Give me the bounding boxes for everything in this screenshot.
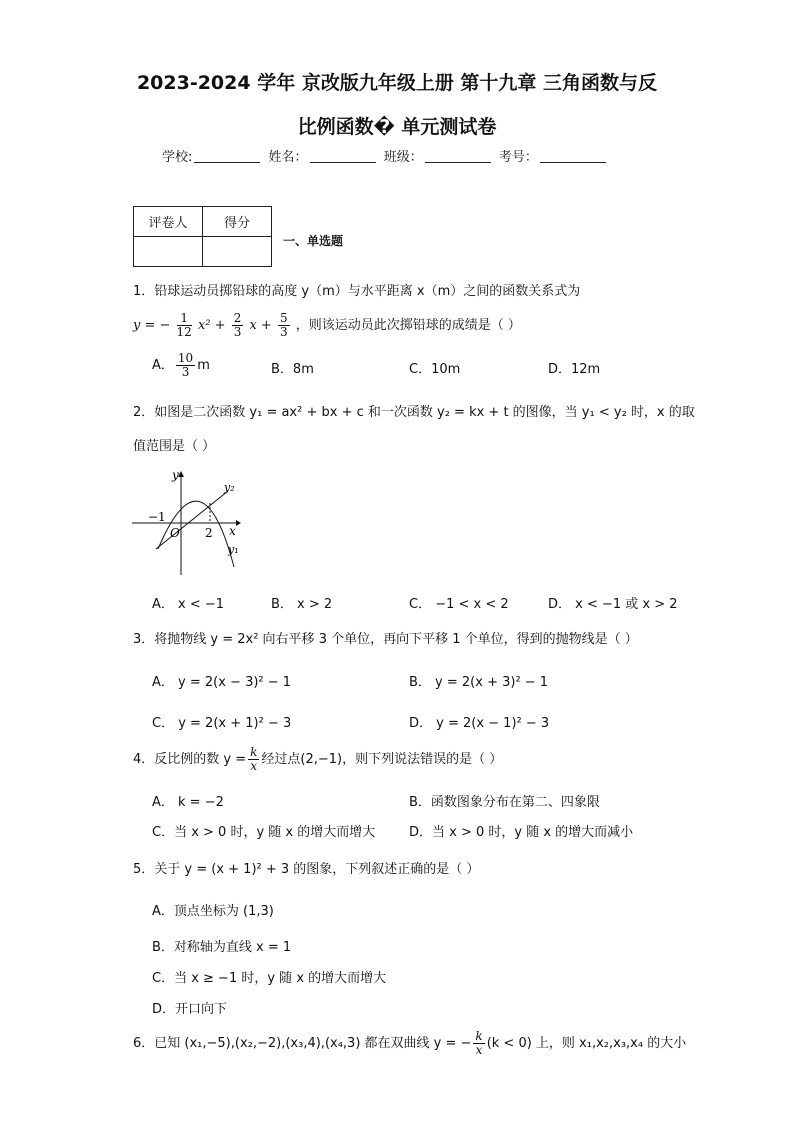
- name-blank[interactable]: [310, 150, 376, 163]
- number-blank[interactable]: [540, 150, 606, 163]
- y-axis-label: y: [172, 468, 179, 482]
- q4-option-a[interactable]: A． k = −2: [152, 795, 224, 810]
- class-label: 班级：: [383, 150, 423, 165]
- q4-option-b[interactable]: B．函数图象分布在第二、四象限: [409, 795, 600, 810]
- q3-option-c[interactable]: C． y = 2(x + 1)² − 3: [152, 716, 292, 731]
- x-axis-label: x: [229, 524, 236, 538]
- student-info: [162, 146, 610, 165]
- q5-option-a[interactable]: A．顶点坐标为 (1,3): [152, 904, 274, 919]
- question-2-stem: 2．如图是二次函数 y₁ = ax² + bx + c 和一次函数 y₂ = kx + t 的图像，当 y₁ < y₂ 时，x 的取: [133, 405, 695, 420]
- x-axis-arrow: [236, 520, 241, 526]
- score-table: [133, 206, 272, 267]
- q2-option-c[interactable]: C． −1 < x < 2: [409, 597, 509, 612]
- q1-option-a[interactable]: A． $\frac{10}{3}$ m: [152, 351, 210, 379]
- q1-option-b[interactable]: B．8m: [271, 362, 314, 377]
- question-6-stem: 6．已知 (x₁,−5),(x₂,−2),(x₃,4),(x₄,3) 都在双曲线 y = − $\frac{k}{x}$ (k < 0) 上，则 x₁,x₂,x₃,x₄ 的大小: [133, 1029, 687, 1057]
- question-4-stem: 4．反比例的数 y = $\frac{k}{x}$ 经过点(2,−1)，则下列说法错误的是（ ）: [133, 745, 503, 773]
- name-label: 姓名：: [268, 150, 308, 165]
- origin-label: O: [170, 526, 180, 540]
- q5-option-d[interactable]: D．开口向下: [152, 1002, 228, 1017]
- q1-option-d[interactable]: D．12m: [548, 362, 601, 377]
- q2-option-a[interactable]: A． x < −1: [152, 597, 225, 612]
- section-heading: 一、单选题: [283, 234, 344, 248]
- fraction: $\frac{1}{12}$: [176, 311, 192, 339]
- neg-one-label: −1: [148, 510, 166, 524]
- score-header: 得分: [203, 207, 272, 237]
- q3-option-a[interactable]: A． y = 2(x − 3)² − 1: [152, 675, 292, 690]
- q5-option-b[interactable]: B．对称轴为直线 x = 1: [152, 940, 292, 955]
- y2-label: y₂: [224, 481, 235, 494]
- question-2-stem-line2: 值范围是（ ）: [133, 439, 216, 454]
- school-label: 学校:: [162, 150, 193, 165]
- q3-option-d[interactable]: D． y = 2(x − 1)² − 3: [409, 716, 550, 731]
- score-cell[interactable]: [203, 237, 272, 267]
- q2-option-b[interactable]: B． x > 2: [271, 597, 333, 612]
- q2-option-d[interactable]: D． x < −1 或 x > 2: [548, 597, 678, 612]
- class-blank[interactable]: [425, 150, 491, 163]
- y-axis-arrow: [178, 471, 184, 477]
- grader-header: 评卷人: [134, 207, 203, 237]
- grader-cell[interactable]: [134, 237, 203, 267]
- fraction: $\frac{2}{3}$: [233, 311, 242, 339]
- fraction: $\frac{5}{3}$: [279, 311, 288, 339]
- page-title: 2023-2024 学年 京改版九年级上册 第十九章 三角函数与反: [136, 72, 658, 94]
- question-3-stem: 3．将抛物线 y = 2x² 向右平移 3 个单位，再向下平移 1 个单位，得到的抛物线是（ ）: [133, 632, 638, 647]
- page-title-line2: 比例函数� 单元测试卷: [297, 116, 497, 138]
- q4-option-c[interactable]: C．当 x > 0 时，y 随 x 的增大而增大: [152, 825, 376, 840]
- school-blank[interactable]: [194, 150, 260, 163]
- fraction: $\frac{k}{x}$: [250, 745, 258, 773]
- q1-option-c[interactable]: C．10m: [409, 362, 461, 377]
- q3-option-b[interactable]: B． y = 2(x + 3)² − 1: [409, 675, 549, 690]
- y1-label: y₁: [228, 543, 239, 556]
- number-label: 考号：: [498, 150, 538, 165]
- question-1-stem: 1．铅球运动员掷铅球的高度 y（m）与水平距离 x（m）之间的函数关系式为: [133, 284, 581, 299]
- two-label: 2: [205, 526, 213, 540]
- function-graph: [128, 463, 244, 579]
- question-5-stem: 5．关于 y = (x + 1)² + 3 的图象，下列叙述正确的是（ ）: [133, 862, 480, 877]
- q5-option-c[interactable]: C．当 x ≥ −1 时，y 随 x 的增大而增大: [152, 971, 387, 986]
- q4-option-d[interactable]: D．当 x > 0 时，y 随 x 的增大而减小: [409, 825, 634, 840]
- fraction: $\frac{k}{x}$: [475, 1029, 483, 1057]
- question-1-formula: y = − $\frac{1}{12}$ x² + $\frac{2}{3}$ x + $\frac{5}{3}$ ，则该运动员此次掷铅球的成绩是（ ）: [133, 311, 521, 339]
